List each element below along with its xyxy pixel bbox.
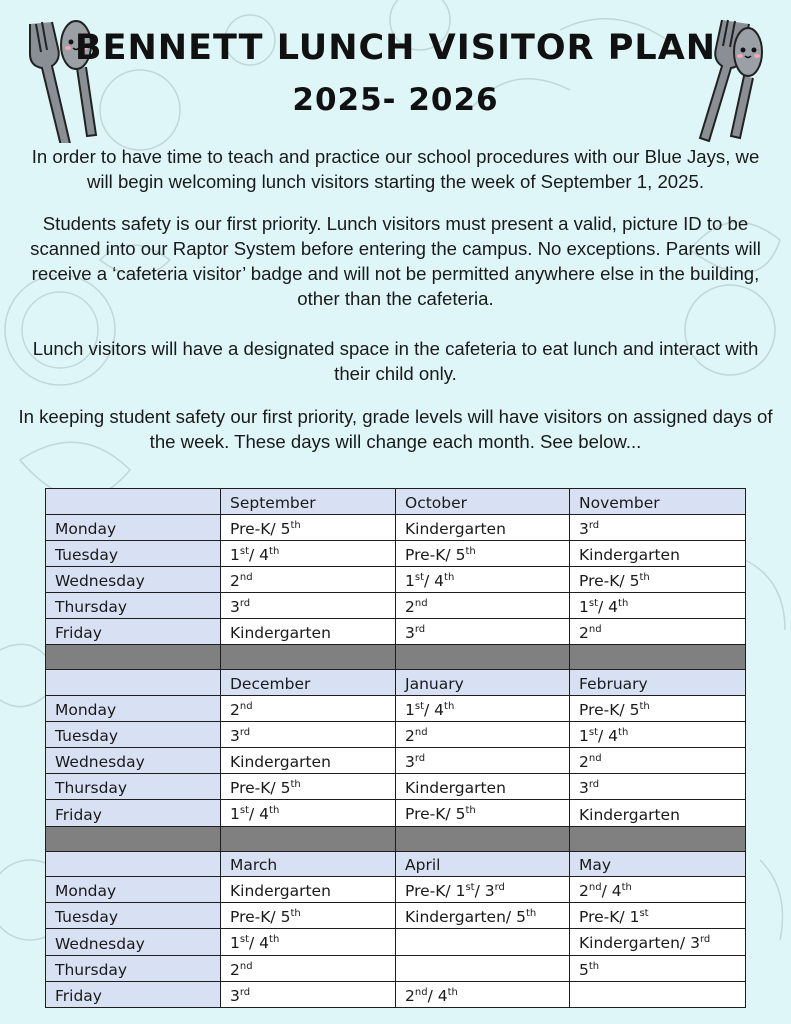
month-header-row — [46, 489, 746, 515]
grade-assignment-cell: Kindergarten — [570, 800, 746, 826]
grade-assignment-cell: Kindergarten — [221, 748, 396, 774]
grade-assignment-cell: 2nd — [221, 566, 396, 592]
month-header: May — [570, 851, 746, 877]
separator-cell — [396, 645, 570, 670]
grade-assignment-cell: 2nd — [221, 955, 396, 981]
grade-assignment-cell: 1st/ 4th — [396, 695, 570, 721]
grade-assignment-cell: 3rd — [570, 514, 746, 540]
table-row — [46, 514, 746, 540]
grade-assignment-cell: 3rd — [221, 592, 396, 618]
grade-assignment-cell: Pre-K/ 5th — [221, 774, 396, 800]
grade-assignment-cell: 2nd/ 4th — [396, 981, 570, 1007]
page-title: BENNETT LUNCH VISITOR PLAN — [74, 28, 717, 68]
grade-assignment-cell: Kindergarten/ 5th — [396, 903, 570, 929]
day-label: Friday — [46, 800, 221, 826]
intro-paragraph: In order to have time to teach and practice our school procedures with our Blue Jays, we will begin welcoming lunch visitors starting the week of September 1, 2025. — [31, 146, 760, 192]
table-row — [46, 695, 746, 721]
day-label: Thursday — [46, 774, 221, 800]
visitor-schedule-table — [45, 488, 746, 1008]
grade-assignment-cell: 1st/ 4th — [221, 929, 396, 955]
grade-assignment-cell: Pre-K/ 5th — [221, 903, 396, 929]
grade-assignment-cell: Pre-K/ 1st — [570, 903, 746, 929]
table-row — [46, 566, 746, 592]
grade-assignment-cell: 1st/ 4th — [221, 540, 396, 566]
month-header: September — [221, 489, 396, 515]
grade-assignment-cell: 3rd — [570, 774, 746, 800]
day-label: Monday — [46, 695, 221, 721]
header-corner-cell — [46, 851, 221, 877]
day-label: Friday — [46, 981, 221, 1007]
grade-assignment-cell: 2nd — [570, 748, 746, 774]
month-header: April — [396, 851, 570, 877]
grade-assignment-cell: 2nd/ 4th — [570, 877, 746, 903]
grade-assignment-cell: 2nd — [396, 592, 570, 618]
day-label: Friday — [46, 619, 221, 645]
grade-assignment-cell: Kindergarten — [396, 774, 570, 800]
separator-cell — [570, 826, 746, 851]
grade-assignment-cell: Pre-K/ 5th — [570, 695, 746, 721]
separator-cell — [396, 826, 570, 851]
table-row — [46, 540, 746, 566]
separator-row — [46, 645, 746, 670]
grade-assignment-cell: 3rd — [396, 619, 570, 645]
month-header: March — [221, 851, 396, 877]
school-year: 2025- 2026 — [292, 82, 499, 118]
grade-assignment-cell: Kindergarten — [221, 619, 396, 645]
separator-cell — [570, 645, 746, 670]
day-label: Thursday — [46, 955, 221, 981]
day-label: Tuesday — [46, 540, 221, 566]
designated-space-paragraph: Lunch visitors will have a designated space in the cafeteria to eat lunch and interact with their child only. — [32, 338, 759, 384]
table-row — [46, 748, 746, 774]
grade-assignment-cell: Kindergarten — [221, 877, 396, 903]
grade-assignment-cell: Pre-K/ 5th — [396, 800, 570, 826]
table-row — [46, 774, 746, 800]
grade-assignment-cell: Pre-K/ 5th — [221, 514, 396, 540]
separator-cell — [221, 826, 396, 851]
grade-assignment-cell: Pre-K/ 1st/ 3rd — [396, 877, 570, 903]
grade-assignment-cell — [570, 981, 746, 1007]
day-label: Tuesday — [46, 903, 221, 929]
grade-assignment-cell: 2nd — [396, 721, 570, 747]
month-header: December — [221, 670, 396, 696]
table-row — [46, 903, 746, 929]
grade-assignment-cell — [396, 955, 570, 981]
month-header-row — [46, 851, 746, 877]
table-row — [46, 929, 746, 955]
grade-assignment-cell: 3rd — [221, 981, 396, 1007]
header-corner-cell — [46, 489, 221, 515]
separator-cell — [46, 826, 221, 851]
grade-assignment-cell: Kindergarten — [570, 540, 746, 566]
grade-assignment-cell: 1st/ 4th — [221, 800, 396, 826]
header-corner-cell — [46, 670, 221, 696]
table-row — [46, 721, 746, 747]
table-row — [46, 800, 746, 826]
grade-assignment-cell: 2nd — [221, 695, 396, 721]
grade-assignment-cell: 3rd — [221, 721, 396, 747]
table-row — [46, 619, 746, 645]
safety-paragraph: Students safety is our first priority. Lunch visitors must present a valid, picture ID to be scanned into our Raptor System before entering the campus. No exceptions. Parents will receive a ‘cafeteria visitor’ badge and will not be permitted anywhere else in the building, other than the cafeteria. — [30, 213, 761, 309]
month-header: February — [570, 670, 746, 696]
month-header-row — [46, 670, 746, 696]
grade-assignment-cell: 5th — [570, 955, 746, 981]
grade-assignment-cell: 2nd — [570, 619, 746, 645]
grade-assignment-cell: 1st/ 4th — [396, 566, 570, 592]
table-row — [46, 981, 746, 1007]
assigned-days-paragraph: In keeping student safety our first priority, grade levels will have visitors on assigned days of the week. These days will change each month. See below... — [18, 406, 773, 452]
month-header: October — [396, 489, 570, 515]
grade-assignment-cell: 1st/ 4th — [570, 592, 746, 618]
day-label: Wednesday — [46, 566, 221, 592]
separator-cell — [46, 645, 221, 670]
separator-row — [46, 826, 746, 851]
grade-assignment-cell: 3rd — [396, 748, 570, 774]
table-row — [46, 592, 746, 618]
day-label: Monday — [46, 514, 221, 540]
day-label: Thursday — [46, 592, 221, 618]
table-row — [46, 877, 746, 903]
grade-assignment-cell: Pre-K/ 5th — [570, 566, 746, 592]
grade-assignment-cell: 1st/ 4th — [570, 721, 746, 747]
day-label: Wednesday — [46, 929, 221, 955]
month-header: November — [570, 489, 746, 515]
day-label: Tuesday — [46, 721, 221, 747]
month-header: January — [396, 670, 570, 696]
table-row — [46, 955, 746, 981]
day-label: Monday — [46, 877, 221, 903]
grade-assignment-cell: Pre-K/ 5th — [396, 540, 570, 566]
day-label: Wednesday — [46, 748, 221, 774]
grade-assignment-cell: Kindergarten — [396, 514, 570, 540]
grade-assignment-cell — [396, 929, 570, 955]
grade-assignment-cell: Kindergarten/ 3rd — [570, 929, 746, 955]
separator-cell — [221, 645, 396, 670]
